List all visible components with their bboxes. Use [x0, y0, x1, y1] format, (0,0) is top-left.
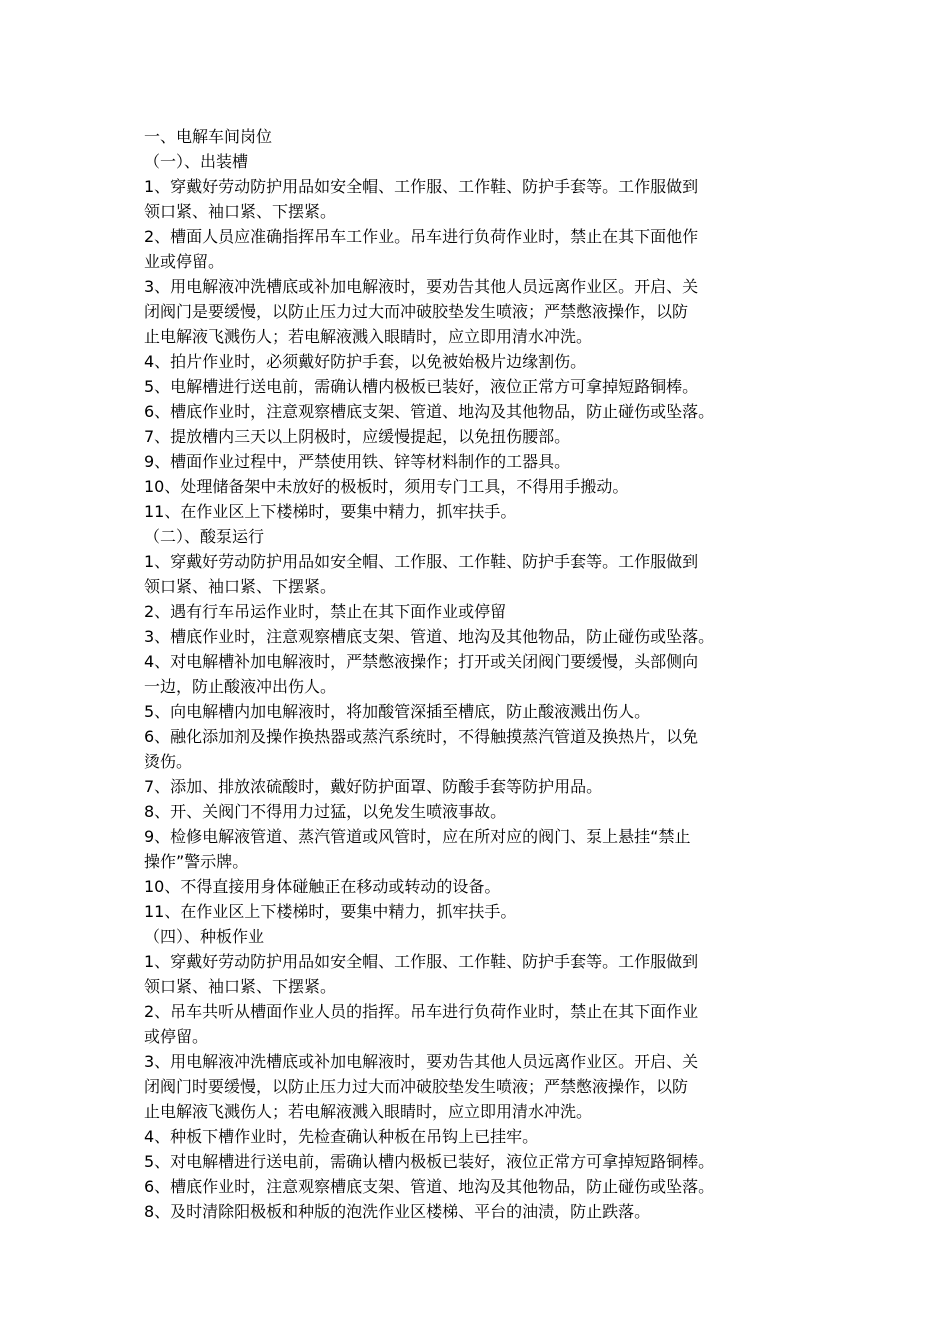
text-line: 6、槽底作业时，注意观察槽底支架、管道、地沟及其他物品，防止碰伤或坠落。 — [144, 1177, 715, 1196]
text-line: 11、在作业区上下楼梯时，要集中精力，抓牢扶手。 — [144, 502, 517, 521]
text-line: 2、吊车共听从槽面作业人员的指挥。吊车进行负荷作业时，禁止在其下面作业 — [144, 1002, 699, 1021]
text-line: 或停留。 — [144, 1027, 209, 1046]
text-line: 领口紧、袖口紧、下摆紧。 — [144, 577, 337, 596]
text-line: 领口紧、袖口紧、下摆紧。 — [144, 202, 337, 221]
text-line: 止电解液飞溅伤人；若电解液溅入眼睛时，应立即用清水冲洗。 — [144, 1102, 593, 1121]
text-line: 领口紧、袖口紧、下摆紧。 — [144, 977, 337, 996]
text-line: 7、添加、排放浓硫酸时，戴好防护面罩、防酸手套等防护用品。 — [144, 777, 603, 796]
text-line: 烫伤。 — [144, 752, 193, 771]
text-line: 闭阀门时要缓慢，以防止压力过大而冲破胶垫发生喷液；严禁憋液操作，以防 — [144, 1077, 689, 1096]
text-line: 操作”警示牌。 — [144, 852, 249, 871]
text-line: 5、对电解槽进行送电前，需确认槽内极板已装好，液位正常方可拿掉短路铜棒。 — [144, 1152, 715, 1171]
text-line: 8、及时清除阳极板和种版的泡洗作业区楼梯、平台的油渍，防止跌落。 — [144, 1202, 651, 1221]
document-body — [144, 124, 824, 1224]
text-line: 一、电解车间岗位 — [144, 127, 273, 146]
text-line: 1、穿戴好劳动防护用品如安全帽、工作服、工作鞋、防护手套等。工作服做到 — [144, 177, 699, 196]
text-line: （一）、出装槽 — [144, 152, 249, 171]
text-line: 1、穿戴好劳动防护用品如安全帽、工作服、工作鞋、防护手套等。工作服做到 — [144, 552, 699, 571]
text-line: 7、提放槽内三天以上阴极时，应缓慢提起，以免扭伤腰部。 — [144, 427, 571, 446]
text-line: 业或停留。 — [144, 252, 225, 271]
text-line: 3、用电解液冲洗槽底或补加电解液时，要劝告其他人员远离作业区。开启、关 — [144, 1052, 699, 1071]
text-line: 5、电解槽进行送电前，需确认槽内极板已装好，液位正常方可拿掉短路铜棒。 — [144, 377, 699, 396]
text-line: 3、槽底作业时，注意观察槽底支架、管道、地沟及其他物品，防止碰伤或坠落。 — [144, 627, 715, 646]
text-line: 6、融化添加剂及操作换热器或蒸汽系统时，不得触摸蒸汽管道及换热片，以免 — [144, 727, 699, 746]
text-line: 5、向电解槽内加电解液时，将加酸管深插至槽底，防止酸液溅出伤人。 — [144, 702, 651, 721]
text-line: 9、检修电解液管道、蒸汽管道或风管时，应在所对应的阀门、泵上悬挂“禁止 — [144, 827, 691, 846]
text-line: （四）、种板作业 — [144, 927, 265, 946]
text-line: 闭阀门是要缓慢，以防止压力过大而冲破胶垫发生喷液；严禁憋液操作，以防 — [144, 302, 689, 321]
text-line: 11、在作业区上下楼梯时，要集中精力，抓牢扶手。 — [144, 902, 517, 921]
text-line: 10、处理储备架中未放好的极板时，须用专门工具，不得用手搬动。 — [144, 477, 629, 496]
text-line: 8、开、关阀门不得用力过猛，以免发生喷液事故。 — [144, 802, 507, 821]
text-line: 3、用电解液冲洗槽底或补加电解液时，要劝告其他人员远离作业区。开启、关 — [144, 277, 699, 296]
text-line: 2、槽面人员应准确指挥吊车工作业。吊车进行负荷作业时，禁止在其下面他作 — [144, 227, 699, 246]
text-line: 2、遇有行车吊运作业时，禁止在其下面作业或停留 — [144, 602, 507, 621]
text-line: 1、穿戴好劳动防护用品如安全帽、工作服、工作鞋、防护手套等。工作服做到 — [144, 952, 699, 971]
text-line: 一边，防止酸液冲出伤人。 — [144, 677, 337, 696]
text-line: 9、槽面作业过程中，严禁使用铁、锌等材料制作的工器具。 — [144, 452, 571, 471]
text-line: 4、种板下槽作业时，先检查确认种板在吊钩上已挂牢。 — [144, 1127, 539, 1146]
text-line: （二）、酸泵运行 — [144, 527, 265, 546]
text-line: 4、拍片作业时，必须戴好防护手套，以免被始极片边缘割伤。 — [144, 352, 587, 371]
text-line: 止电解液飞溅伤人；若电解液溅入眼睛时，应立即用清水冲洗。 — [144, 327, 593, 346]
text-line: 6、槽底作业时，注意观察槽底支架、管道、地沟及其他物品，防止碰伤或坠落。 — [144, 402, 715, 421]
text-line: 4、对电解槽补加电解液时，严禁憋液操作；打开或关闭阀门要缓慢，头部侧向 — [144, 652, 699, 671]
text-line: 10、不得直接用身体碰触正在移动或转动的设备。 — [144, 877, 501, 896]
